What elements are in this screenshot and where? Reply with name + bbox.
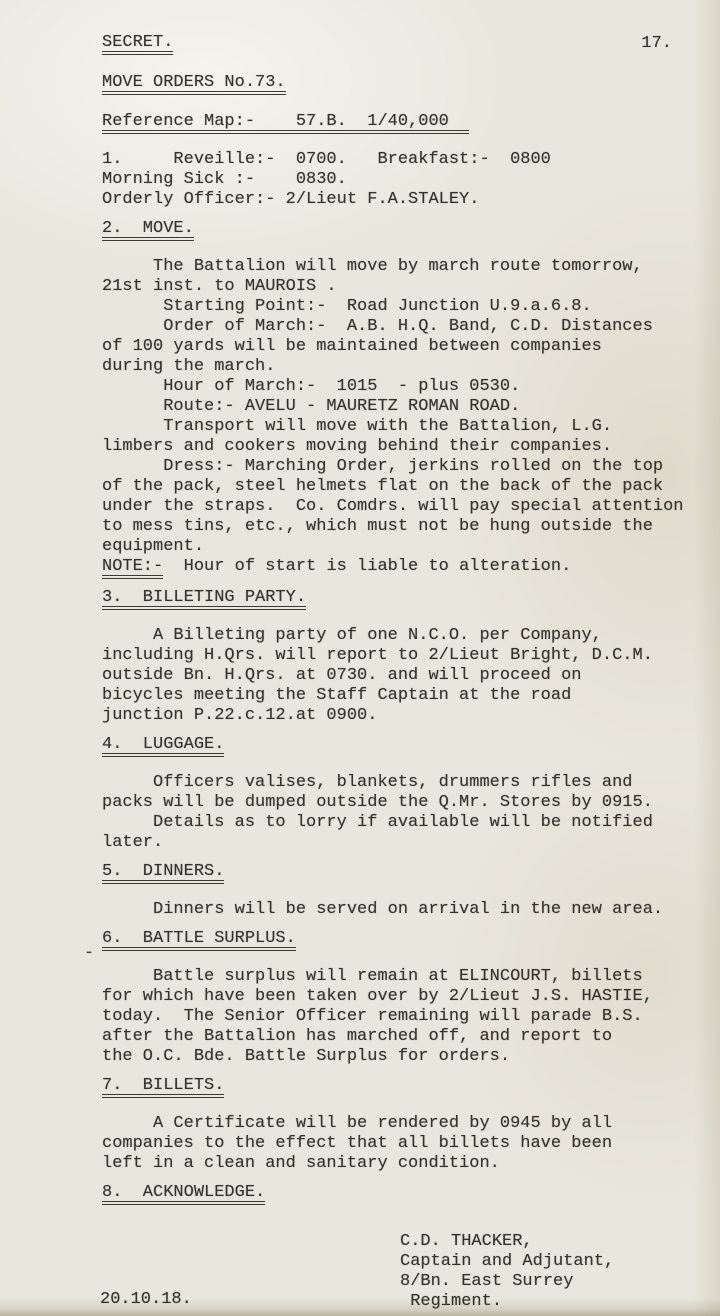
- section-heading: 3. BILLETING PARTY.: [102, 589, 306, 610]
- section-heading: 2. MOVE.: [102, 220, 194, 241]
- section-heading: 6. BATTLE SURPLUS.: [102, 930, 296, 951]
- signature-lines: [400, 1232, 680, 1312]
- text-line: Hour of March:- 1015 - plus 0530.: [102, 377, 521, 396]
- note-line: [102, 557, 680, 579]
- classification-label: SECRET.: [102, 34, 173, 55]
- document-header: [102, 34, 680, 55]
- text-line: A Billeting party of one N.C.O. per Company,: [102, 626, 602, 645]
- section-heading-row: [102, 1076, 680, 1098]
- section-heading-row: [102, 929, 680, 951]
- text-line: to mess tins, etc., which must not be hung outside the: [102, 517, 653, 536]
- text-line: junction P.22.c.12.at 0900.: [102, 706, 378, 725]
- text-line: Dinners will be served on arrival in the new area.: [102, 900, 664, 919]
- title-row: [102, 73, 680, 95]
- text-line: left in a clean and sanitary condition.: [102, 1154, 500, 1173]
- section-heading-row: [102, 735, 680, 757]
- page-number: 17.: [641, 34, 672, 53]
- section-7: [102, 1076, 680, 1174]
- section-5: [102, 862, 680, 920]
- section-heading-row: [102, 1183, 680, 1205]
- signature-line: Captain and Adjutant,: [400, 1252, 615, 1271]
- note-text: Hour of start is liable to alteration.: [163, 557, 572, 576]
- text-line: the O.C. Bde. Battle Surplus for orders.: [102, 1047, 511, 1066]
- section-heading-row: [102, 588, 680, 610]
- section-3: [102, 588, 680, 726]
- text-line: later.: [102, 833, 164, 852]
- text-line: Order of March:- A.B. H.Q. Band, C.D. Distances: [102, 317, 653, 336]
- text-line: under the straps. Co. Comdrs. will pay special attention: [102, 497, 684, 516]
- note-label: NOTE:-: [102, 558, 163, 579]
- reference-map: Reference Map:- 57.B. 1/40,000: [102, 113, 469, 134]
- text-line: Morning Sick :- 0830.: [102, 170, 347, 189]
- text-line: The Battalion will move by march route tomorrow,: [102, 257, 643, 276]
- text-line: of 100 yards will be maintained between companies: [102, 337, 602, 356]
- text-line: today. The Senior Officer remaining will parade B.S.: [102, 1007, 643, 1026]
- text-line: Officers valises, blankets, drummers rifles and: [102, 773, 633, 792]
- text-line: 21st inst. to MAUROIS .: [102, 277, 337, 296]
- section-heading: 5. DINNERS.: [102, 863, 224, 884]
- document-date: 20.10.18.: [100, 1290, 192, 1309]
- text-line: bicycles meeting the Staff Captain at the road: [102, 686, 572, 705]
- text-line: of the pack, steel helmets flat on the back of the pack: [102, 477, 664, 496]
- section-1: [102, 150, 680, 210]
- section-6: [102, 929, 680, 1067]
- section-2: [102, 219, 684, 579]
- reference-row: [102, 112, 680, 134]
- text-line: Transport will move with the Battalion, L.G.: [102, 417, 613, 436]
- text-line: equipment.: [102, 537, 205, 556]
- text-line: outside Bn. H.Qrs. at 0730. and will proceed on: [102, 666, 582, 685]
- text-line: packs will be dumped outside the Q.Mr. Stores by 0915.: [102, 793, 653, 812]
- text-line: after the Battalion has marched off, and report to: [102, 1027, 613, 1046]
- section-heading: 8. ACKNOWLEDGE.: [102, 1184, 265, 1205]
- text-line: including H.Qrs. will report to 2/Lieut Bright, D.C.M.: [102, 646, 653, 665]
- text-line: Route:- AVELU - MAURETZ ROMAN ROAD.: [102, 397, 521, 416]
- document-title: MOVE ORDERS No.73.: [102, 74, 286, 95]
- text-line: A Certificate will be rendered by 0945 by all: [102, 1114, 613, 1133]
- text-line: Battle surplus will remain at ELINCOURT, billets: [102, 967, 643, 986]
- text-line: Starting Point:- Road Junction U.9.a.6.8.: [102, 297, 592, 316]
- text-line: during the march.: [102, 357, 276, 376]
- text-line: Details as to lorry if available will be notified: [102, 813, 653, 832]
- section-heading: 4. LUGGAGE.: [102, 736, 224, 757]
- section-heading: 7. BILLETS.: [102, 1077, 224, 1098]
- section-heading-row: [102, 862, 680, 884]
- stray-pencil-mark: -: [84, 944, 95, 963]
- section-heading-row: [102, 219, 680, 241]
- section-4: [102, 735, 680, 853]
- text-line: companies to the effect that all billets have been: [102, 1134, 613, 1153]
- text-line: Dress:- Marching Order, jerkins rolled on the top: [102, 457, 664, 476]
- text-line: 1. Reveille:- 0700. Breakfast:- 0800: [102, 150, 551, 169]
- signature-line: C.D. THACKER,: [400, 1232, 533, 1251]
- signature-block: [102, 1232, 680, 1312]
- text-line: limbers and cookers moving behind their companies.: [102, 437, 613, 456]
- text-line: Orderly Officer:- 2/Lieut F.A.STALEY.: [102, 190, 480, 209]
- sections-container: [102, 150, 684, 1205]
- text-line: for which have been taken over by 2/Lieut J.S. HASTIE,: [102, 987, 653, 1006]
- section-8: [102, 1183, 680, 1205]
- signature-line: Regiment.: [400, 1292, 503, 1311]
- signature-line: 8/Bn. East Surrey: [400, 1272, 574, 1291]
